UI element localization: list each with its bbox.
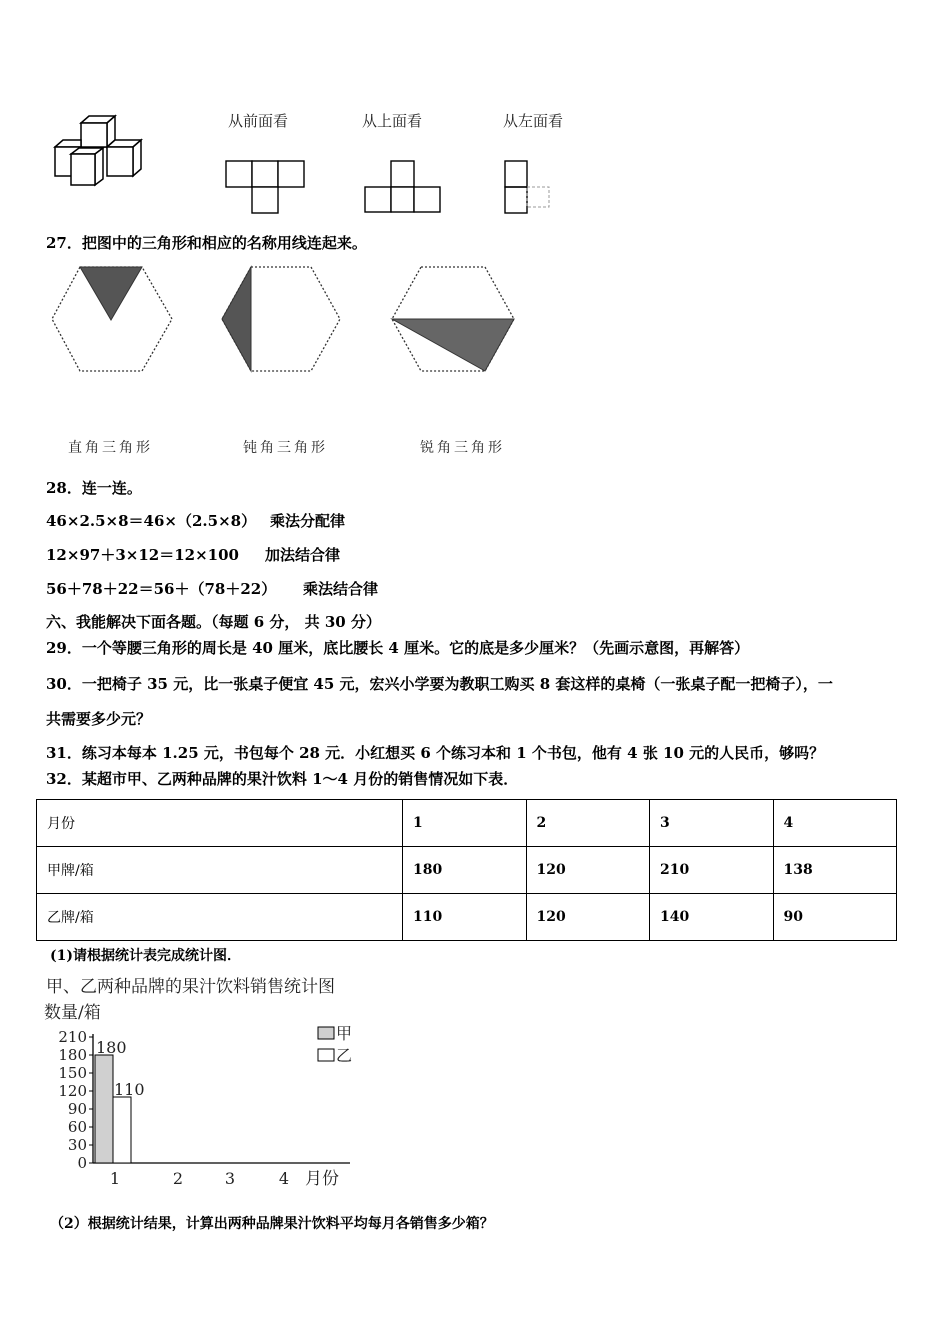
table-row bbox=[37, 894, 897, 941]
y-tick-label: 0 bbox=[77, 1154, 87, 1172]
table-header-row bbox=[37, 800, 897, 847]
q32-part2: （2）根据统计结果，计算出两种品牌果汁饮料平均每月各销售多少箱？ bbox=[50, 1216, 494, 1232]
table-cell: 4 bbox=[773, 800, 897, 847]
bar-value-label: 110 bbox=[114, 1080, 145, 1099]
table-cell: 120 bbox=[526, 847, 650, 894]
q30-text-line2: 共需要多少元？ bbox=[46, 710, 152, 728]
section-6-heading: 六、我能解决下面各题。（每题 6 分， 共 30 分） bbox=[46, 613, 381, 631]
y-tick-label: 180 bbox=[58, 1046, 87, 1064]
front-view-caption: 从前面看 bbox=[228, 112, 289, 130]
table-cell: 138 bbox=[773, 847, 897, 894]
table-cell: 110 bbox=[403, 894, 527, 941]
top-view-caption: 从上面看 bbox=[362, 112, 423, 130]
hexagon-figure-3 bbox=[388, 262, 518, 377]
x-tick-label: 4 bbox=[278, 1169, 290, 1188]
y-tick-label: 30 bbox=[67, 1136, 87, 1154]
label-right-triangle: 直角三角形 bbox=[68, 440, 153, 456]
q31-text: 31．练习本每本 1.25 元，书包每个 28 元．小红想买 6 个练习本和 1 个书包，他有 4 张 10 元的人民币，够吗？ bbox=[46, 744, 825, 762]
q28-title: 28．连一连。 bbox=[46, 479, 142, 497]
table-cell: 月份 bbox=[37, 800, 403, 847]
q28-expr-2: 12×97＋3×12＝12×100 bbox=[46, 546, 239, 564]
x-tick-label: 1 bbox=[109, 1169, 121, 1188]
front-view-figure bbox=[222, 155, 332, 217]
left-view-caption: 从左面看 bbox=[503, 112, 564, 130]
y-tick-label: 90 bbox=[67, 1100, 87, 1118]
q32-part1: (1)请根据统计表完成统计图． bbox=[50, 948, 241, 964]
q28-law-3: 乘法结合律 bbox=[303, 580, 379, 598]
table-cell: 2 bbox=[526, 800, 650, 847]
bar-yi bbox=[113, 1097, 131, 1163]
x-tick-label: 3 bbox=[224, 1169, 236, 1188]
chart-title: 甲、乙两种品牌的果汁饮料销售统计图 bbox=[46, 977, 335, 997]
table-cell: 乙牌/箱 bbox=[37, 894, 403, 941]
q28-law-1: 乘法分配律 bbox=[270, 512, 346, 530]
table-cell: 90 bbox=[773, 894, 897, 941]
chart-ylabel: 数量/箱 bbox=[44, 1003, 101, 1023]
label-acute-triangle: 锐角三角形 bbox=[420, 440, 505, 456]
y-tick-label: 60 bbox=[67, 1118, 87, 1136]
bar-value-label: 180 bbox=[96, 1038, 127, 1057]
table-cell: 1 bbox=[403, 800, 527, 847]
table-cell: 甲牌/箱 bbox=[37, 847, 403, 894]
legend-label-jia: 甲 bbox=[336, 1024, 353, 1043]
hexagon-figure-1 bbox=[50, 262, 175, 377]
q30-text-line1: 30．一把椅子 35 元，比一张桌子便宜 45 元，宏兴小学要为教职工购买 8 套这样的桌椅（一张桌子配一把椅子），一 bbox=[46, 675, 833, 693]
q27-text: 27．把图中的三角形和相应的名称用线连起来。 bbox=[46, 234, 367, 252]
y-tick-label: 150 bbox=[58, 1064, 87, 1082]
sales-bar-chart bbox=[40, 972, 380, 1192]
q28-law-2: 加法结合律 bbox=[265, 546, 341, 564]
top-view-figure bbox=[360, 155, 470, 217]
bar-jia bbox=[95, 1055, 113, 1163]
label-obtuse-triangle: 钝角三角形 bbox=[243, 440, 328, 456]
table-cell: 180 bbox=[403, 847, 527, 894]
y-tick-label: 120 bbox=[58, 1082, 87, 1100]
table-cell: 210 bbox=[650, 847, 774, 894]
table-row bbox=[37, 847, 897, 894]
q28-expr-1: 46×2.5×8＝46×（2.5×8） bbox=[46, 512, 257, 530]
cube-stack-figure bbox=[45, 108, 155, 188]
legend-swatch-yi bbox=[318, 1049, 334, 1061]
table-cell: 3 bbox=[650, 800, 774, 847]
q29-text: 29．一个等腰三角形的周长是 40 厘米，底比腰长 4 厘米。它的底是多少厘米？（先画示意图，再解答） bbox=[46, 639, 750, 657]
table-cell: 120 bbox=[526, 894, 650, 941]
sales-table bbox=[36, 799, 897, 941]
left-view-figure bbox=[500, 155, 570, 217]
q32-text: 32．某超市甲、乙两种品牌的果汁饮料 1～4 月份的销售情况如下表． bbox=[46, 770, 519, 788]
chart-xlabel: 月份 bbox=[305, 1169, 339, 1189]
q28-expr-3: 56＋78＋22＝56＋（78＋22） bbox=[46, 580, 277, 598]
legend-swatch-jia bbox=[318, 1027, 334, 1039]
table-cell: 140 bbox=[650, 894, 774, 941]
legend-label-yi: 乙 bbox=[336, 1046, 353, 1065]
x-tick-label: 2 bbox=[172, 1169, 184, 1188]
y-tick-label: 210 bbox=[58, 1028, 87, 1046]
hexagon-figure-2 bbox=[218, 262, 343, 377]
